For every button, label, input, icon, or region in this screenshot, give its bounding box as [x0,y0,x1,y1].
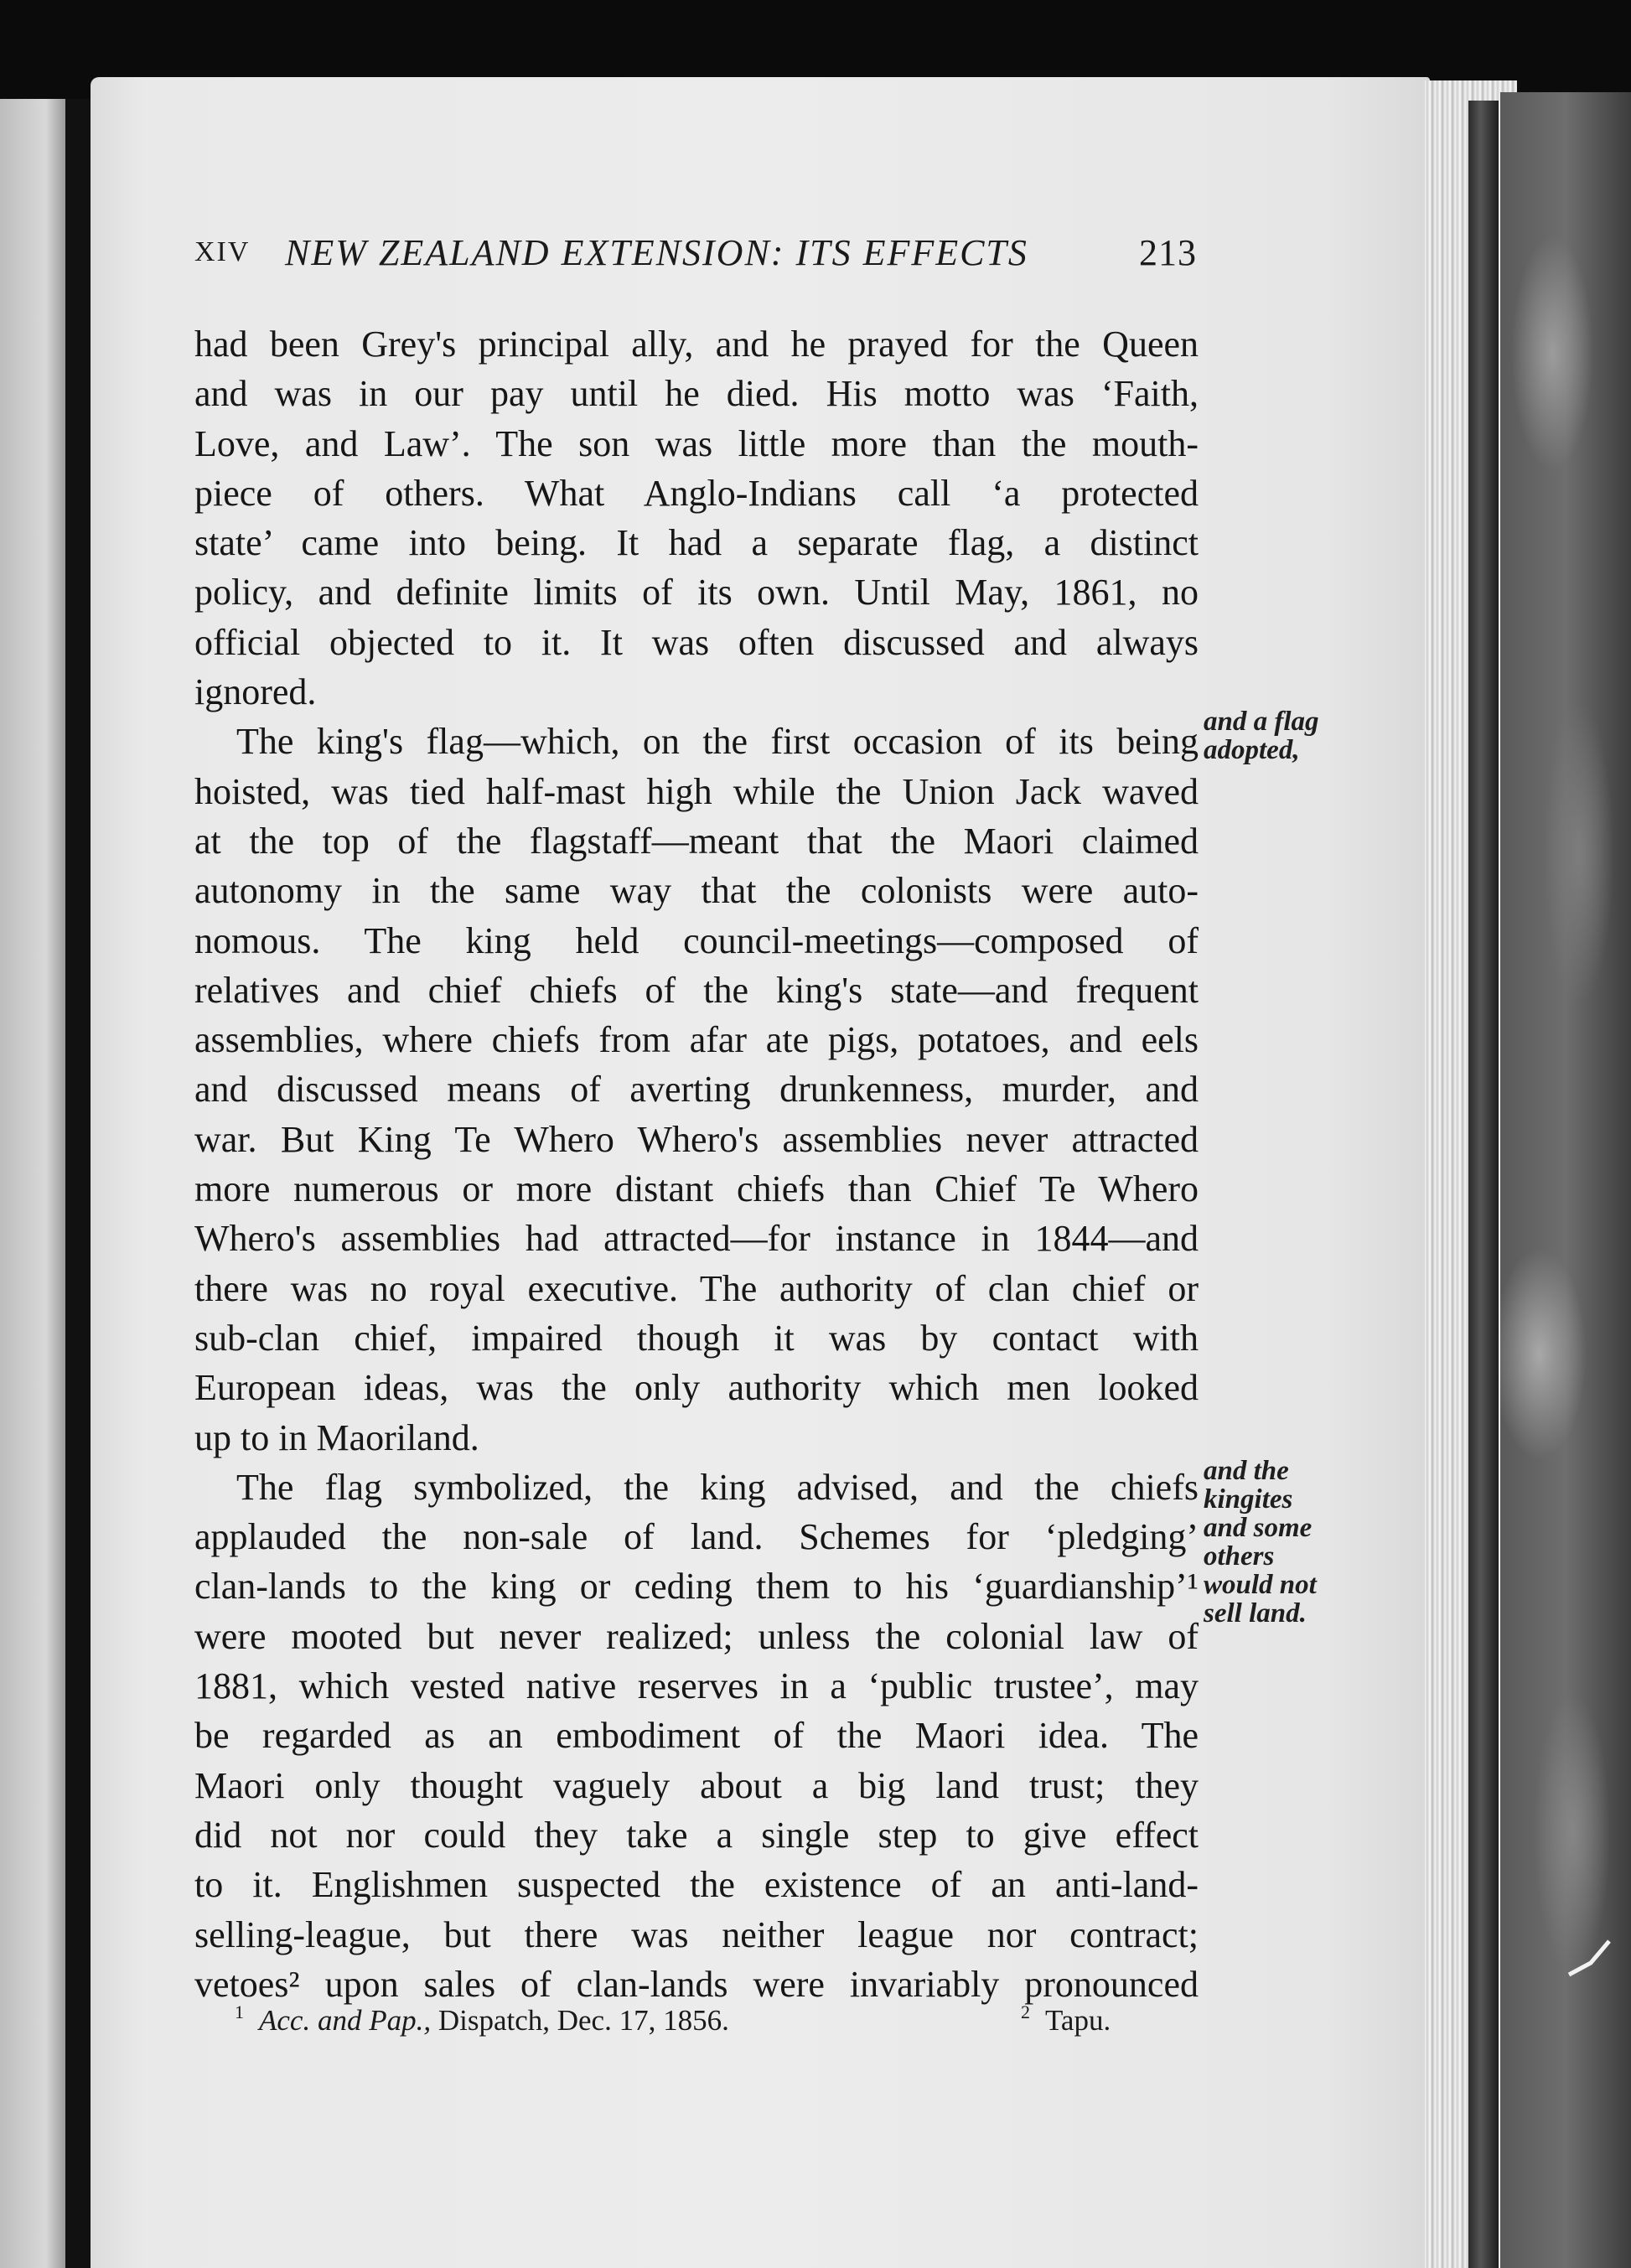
page-number: 213 [1139,232,1197,273]
text-line: nomous. The king held council-meetings—composed of [194,919,1199,961]
text-line: 1881, which vested native reserves in a ‘public trustee’, may [194,1665,1199,1707]
text-line: relatives and chief chiefs of the king's state—and frequent [194,969,1199,1011]
footnote-text: Tapu. [1045,2004,1111,2037]
marginal-note-line: and the [1204,1456,1289,1486]
book-spine-shadow [65,99,91,2268]
text-line: had been Grey's principal ally, and he prayed for the Queen [194,324,1199,365]
text-line: European ideas, was the only authority which men looked [194,1367,1199,1409]
text-line: be regarded as an embodiment of the Maori idea. The [194,1715,1199,1757]
body-text [194,319,1199,2009]
text-line: The flag symbolized, the king advised, and the chiefs [236,1466,1199,1508]
marginal-note-flag [1204,707,1371,764]
text-line: and was in our pay until he died. His motto was ‘Faith, [194,373,1199,415]
footnote-1 [235,2001,729,2038]
marginal-note-line: and a flag [1204,707,1319,737]
marginal-note-line: would not [1204,1570,1317,1600]
chapter-numeral: XIV [194,236,251,267]
text-line: applauded the non-sale of land. Schemes for ‘pledging’ [194,1516,1199,1558]
text-line: state’ came into being. It had a separate flag, a distinct [194,522,1199,564]
text-line: and discussed means of averting drunkenness, murder, and [194,1069,1199,1111]
text-line: sub-clan chief, impaired though it was by contact with [194,1317,1199,1359]
marginal-note-line: and some [1204,1513,1313,1543]
marginal-note-line: kingites [1204,1484,1293,1515]
text-line: there was no royal executive. The authority of clan chief or [194,1267,1199,1309]
marginal-note-line: others [1204,1541,1275,1572]
text-line: autonomy in the same way that the colonists were auto- [194,870,1199,912]
marginal-note-land [1204,1457,1371,1628]
text-line: Whero's assemblies had attracted—for instance in 1844—and [194,1218,1199,1260]
text-line: official objected to it. It was often discussed and always [194,621,1199,663]
footnote-marker: 2 [1021,2001,1030,2022]
text-line: up to in Maoriland. [194,1416,479,1458]
text-line: hoisted, was tied half-mast high while the Union Jack waved [194,770,1199,812]
text-line: at the top of the flagstaff—meant that the Maori claimed [194,820,1199,862]
footnote-marker: 1 [235,2001,244,2022]
text-line: piece of others. What Anglo-Indians call ‘a protected [194,472,1199,514]
text-line: were mooted but never realized; unless the colonial law of [194,1615,1199,1657]
text-line: to it. Englishmen suspected the existence of an anti-land- [194,1864,1199,1906]
text-line: vetoes² upon sales of clan-lands were invariably pronounced [194,1963,1199,2005]
text-line: ignored. [194,671,317,713]
text-line: war. But King Te Whero Whero's assemblies never attracted [194,1118,1199,1160]
running-header [194,231,1197,282]
text-line: clan-lands to the king or ceding them to his ‘guardianship’¹ [194,1566,1199,1608]
scan-mark [1566,1938,1616,1980]
text-line: assemblies, where chiefs from afar ate pigs, potatoes, and eels [194,1019,1199,1061]
text-line: did not nor could they take a single step to give effect [194,1814,1199,1856]
binding-shadow [1468,101,1499,2268]
text-line: more numerous or more distant chiefs than Chief Te Whero [194,1168,1199,1210]
text-line: selling-league, but there was neither league nor contract; [194,1913,1199,1955]
text-line: policy, and definite limits of its own. Until May, 1861, no [194,572,1199,614]
text-line: Love, and Law’. The son was little more than the mouth- [194,422,1199,464]
marginal-note-line: sell land. [1204,1598,1307,1629]
running-title: NEW ZEALAND EXTENSION: ITS EFFECTS [285,232,1028,273]
text-line: Maori only thought vaguely about a big land trust; they [194,1764,1199,1806]
footnote-text: Dispatch, Dec. 17, 1856. [431,2004,729,2037]
footnotes [235,2001,1165,2038]
marginal-note-line: adopted, [1204,735,1300,765]
footnote-2 [1021,2001,1111,2038]
previous-page-edge [0,99,65,2268]
footnote-source: Acc. and Pap., [259,2004,432,2037]
text-line: The king's flag—which, on the first occasion of its being [236,721,1199,763]
